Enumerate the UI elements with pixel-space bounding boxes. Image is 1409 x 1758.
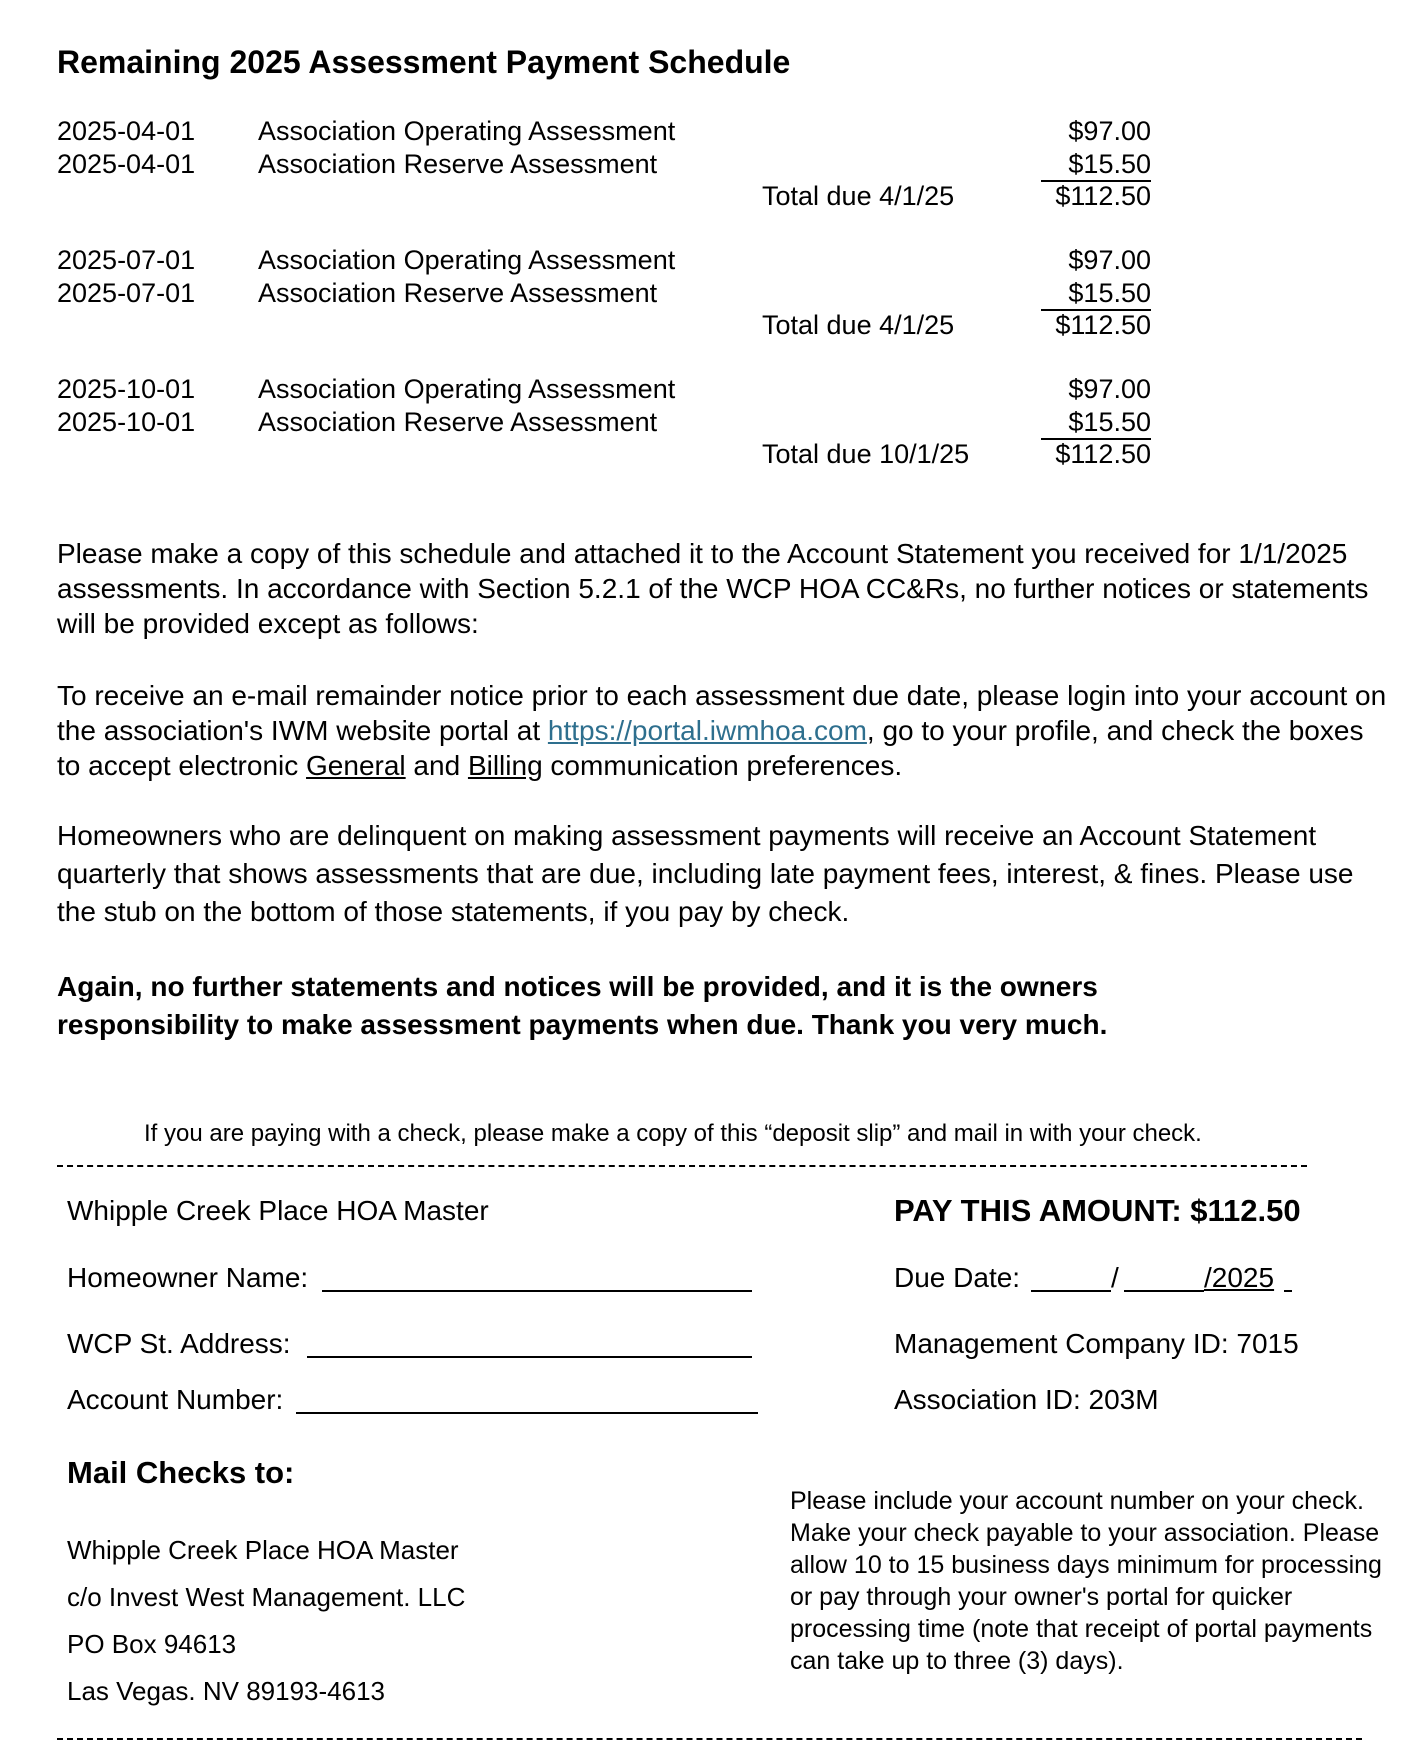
schedule-date: 2025-07-01 [57,245,196,275]
general-preference: General [306,750,406,781]
schedule-amount: $97.00 [1068,116,1151,146]
due-date-label: Due Date: [894,1262,1021,1293]
address-label: WCP St. Address: [67,1328,291,1359]
due-year: /2025 [1204,1262,1275,1293]
schedule-description: Association Reserve Assessment [258,149,658,179]
schedule-date: 2025-07-01 [57,278,196,308]
deposit-slip-note: If you are paying with a check, please make a copy of this “deposit slip” and mail in with your check. [144,1120,1202,1147]
address-field[interactable] [307,1356,752,1358]
delinquent-paragraph: Homeowners who are delinquent on making assessment payments will receive an Account Statement quarterly that shows assessments that are due, including late payment fees, interest, & fines. Please use the stub on the bottom of those statements, if you pay by check. [57,820,1354,927]
email-notice-text: communication preferences. [542,750,903,781]
email-notice-paragraph [57,678,1387,783]
mail-address-line: c/o Invest West Management. LLC [67,1582,466,1612]
schedule-description: Association Reserve Assessment [258,407,658,437]
mail-address-line: PO Box 94613 [67,1629,237,1659]
page-title: Remaining 2025 Assessment Payment Schedule [57,44,791,80]
schedule-description: Association Operating Assessment [258,374,676,404]
schedule-date: 2025-04-01 [57,149,196,179]
association-id: Association ID: 203M [894,1384,1159,1415]
schedule-date: 2025-10-01 [57,407,196,437]
due-month-field[interactable] [1031,1290,1111,1292]
schedule-amount: $97.00 [1068,245,1151,275]
email-notice-text: , go to your profile, and check the boxes to accept electronic [57,715,1364,781]
total-amount: $112.50 [1055,439,1151,469]
email-notice-text: and [405,750,468,781]
due-day-field[interactable] [1124,1290,1204,1292]
management-company-id: Management Company ID: 7015 [894,1328,1299,1359]
date-separator: / [1111,1262,1119,1293]
cut-line [57,1165,1307,1167]
copy-instructions-paragraph: Please make a copy of this schedule and attached it to the Account Statement you received for 1/1/2025 assessments. In accordance with Section 5.2.1 of the WCP HOA CC&Rs, no further notices or statements will be provided except as follows: [57,538,1369,639]
homeowner-name-field[interactable] [322,1290,752,1292]
account-number-field[interactable] [296,1412,758,1414]
email-notice-text: To receive an e-mail remainder notice prior to each assessment due date, please login into your account on the association's IWM website portal at [57,680,1387,746]
schedule-amount: $15.50 [1041,407,1151,440]
schedule-description: Association Operating Assessment [258,116,676,146]
pay-amount: PAY THIS AMOUNT: $112.50 [894,1193,1301,1228]
schedule-amount: $97.00 [1068,374,1151,404]
payment-instructions: Please include your account number on your check. Make your check payable to your association. Please allow 10 to 15 business days minimum for processing or pay through your owner's portal for quicker processing time (note that receipt of portal payments can take up to three (3) days). [790,1487,1382,1675]
reminder-paragraph: Again, no further statements and notices will be provided, and it is the owners responsibility to make assessment payments when due. Thank you very much. [57,971,1108,1040]
account-number-label: Account Number: [67,1384,284,1415]
schedule-amount: $15.50 [1041,149,1151,182]
bottom-cut-line [57,1738,1362,1740]
schedule-description: Association Reserve Assessment [258,278,658,308]
mail-checks-heading: Mail Checks to: [67,1455,295,1490]
total-label: Total due 10/1/25 [762,439,970,469]
total-label: Total due 4/1/25 [762,181,955,211]
schedule-date: 2025-04-01 [57,116,196,146]
total-amount: $112.50 [1055,181,1151,211]
mail-address-line: Las Vegas. NV 89193-4613 [67,1676,386,1706]
due-year-underline [1284,1290,1292,1292]
total-label: Total due 4/1/25 [762,310,955,340]
portal-link[interactable]: https://portal.iwmhoa.com [547,715,867,746]
total-amount: $112.50 [1055,310,1151,340]
mail-address-line: Whipple Creek Place HOA Master [67,1535,459,1565]
schedule-description: Association Operating Assessment [258,245,676,275]
schedule-date: 2025-10-01 [57,374,196,404]
billing-preference: Billing [467,750,543,781]
hoa-name: Whipple Creek Place HOA Master [67,1195,489,1226]
homeowner-name-label: Homeowner Name: [67,1262,309,1293]
schedule-amount: $15.50 [1041,278,1151,311]
